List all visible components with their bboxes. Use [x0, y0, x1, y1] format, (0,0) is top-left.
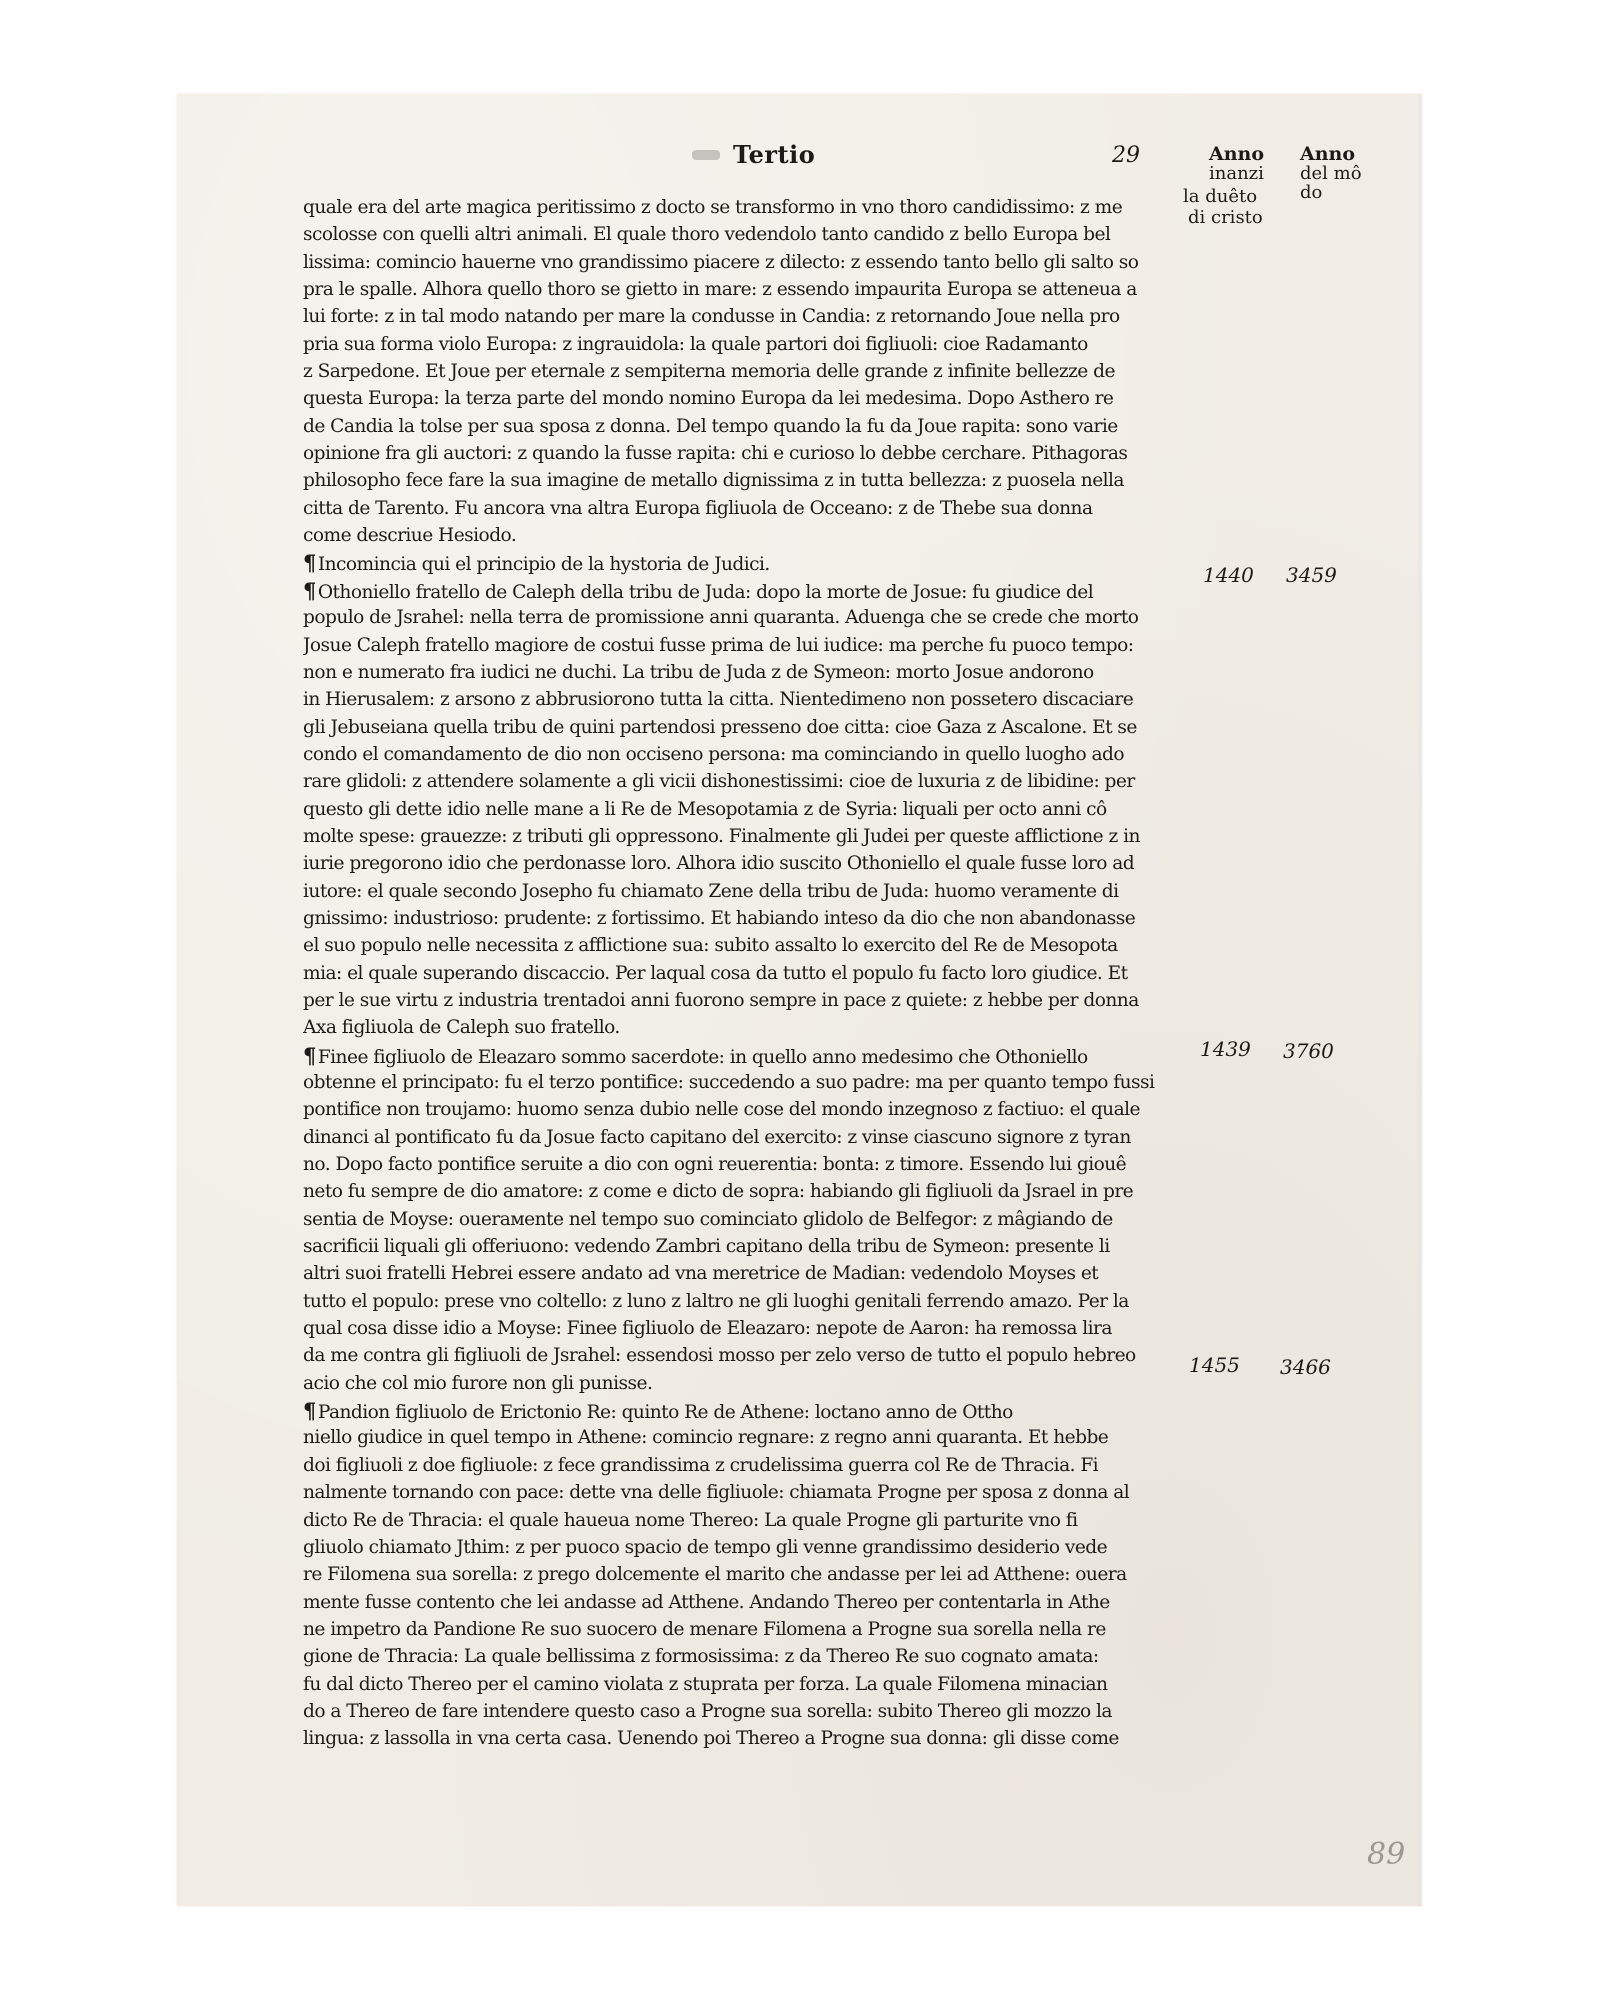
text-line: [303, 686, 1183, 713]
text-line-content: questo gli dette idio nelle mane a li Re de Mesopotamia z de Syria: liquali per octo anni cô: [303, 798, 1107, 820]
text-line-content: fu dal dicto Thereo per el camino violata z stuprata per forza. La quale Filomena minacian: [303, 1673, 1108, 1695]
text-line: [303, 303, 1183, 330]
text-line: [303, 1452, 1183, 1479]
text-line-content: doi figliuoli z doe figliuole: z fece grandissima z crudelissima guerra col Re de Thracia. Fi: [303, 1454, 1099, 1476]
ink-smudge: [692, 150, 720, 160]
text-line-content: opinione fra gli auctori: z quando la fusse rapita: chi e curioso lo debbe cerchare. Pithagoras: [303, 443, 1128, 465]
text-line-content: questa Europa: la terza parte del mondo nomino Europa da lei medesima. Dopo Asthero re: [303, 388, 1114, 410]
year-anno-mondo: 3760: [1283, 1039, 1334, 1063]
column-heading-line: del mô: [1300, 163, 1362, 184]
pilcrow-icon: ¶: [303, 550, 316, 576]
text-line-content: mia: el quale superando discaccio. Per laqual cosa da tutto el populo fu facto loro giudice. Et: [303, 962, 1128, 984]
text-line: [303, 1507, 1183, 1534]
text-line: [303, 659, 1183, 686]
text-line-content: Josue Caleph fratello magiore de costui fusse prima de lui iudice: ma perche fu puoco tempo:: [303, 634, 1134, 656]
text-line: [303, 221, 1183, 248]
text-line: [303, 1042, 1183, 1069]
column-heading-line: di cristo: [1188, 207, 1263, 228]
text-line-content: gnissimo: industrioso: prudente: z fortissimo. Et habiando inteso da dio che non abandonasse: [303, 907, 1136, 929]
year-anno-inanzi: 1440: [1203, 563, 1254, 587]
text-line-content: altri suoi fratelli Hebrei essere andato ad vna meretrice de Madian: vedendolo Moyses et: [303, 1263, 1099, 1285]
text-line: [303, 1561, 1183, 1588]
year-anno-inanzi: 1439: [1200, 1037, 1251, 1061]
text-line: [303, 1124, 1183, 1151]
column-heading-line: inanzi: [1209, 163, 1264, 184]
text-line: [303, 987, 1183, 1014]
text-line: [303, 932, 1183, 959]
text-line-content: gliuolo chiamato Jthim: z per puoco spacio de tempo gli venne grandissimo desiderio vede: [303, 1536, 1108, 1558]
text-line: [303, 878, 1183, 905]
text-line-content: rare glidoli: z attendere solamente a gli vicii dishonestissimi: cioe de luxuria z de libidine: per: [303, 771, 1135, 793]
text-line-content: populo de Jsrahel: nella terra de promissione anni quaranta. Aduenga che se crede che morto: [303, 607, 1139, 629]
text-line-content: lissima: comincio hauerne vno grandissimo piacere z dilecto: z essendo tanto bello gli salto so: [303, 251, 1139, 273]
text-line: [303, 385, 1183, 412]
running-head: Tertio: [733, 140, 816, 169]
text-line-content: iutore: el quale secondo Josepho fu chiamato Zene della tribu de Juda: huomo veramente di: [303, 880, 1119, 902]
text-line-content: Pandion figliuolo de Erictonio Re: quinto Re de Athene: loctano anno de Ottho: [317, 1402, 1013, 1424]
text-line-content: iurie pregorono idio che perdonasse loro. Alhora idio suscito Othoniello el quale fusse loro ad: [303, 853, 1135, 875]
text-line-content: do a Thereo de fare intendere questo caso a Progne sua sorella: subito Thereo gli mozzo la: [303, 1700, 1112, 1722]
text-line-content: niello giudice in quel tempo in Athene: comincio regnare: z regno anni quaranta. Et hebbe: [303, 1427, 1109, 1449]
text-line-content: lingua: z lassolla in vna certa casa. Uenendo poi Thereo a Progne sua donna: gli disse come: [303, 1728, 1119, 1750]
text-line: [303, 577, 1183, 604]
text-line-content: acio che col mio furore non gli punisse.: [303, 1372, 653, 1394]
text-line: [303, 1096, 1183, 1123]
text-line-content: re Filomena sua sorella: z prego dolcemente el marito che andasse per lei ad Atthene: ouera: [303, 1564, 1127, 1586]
text-line: [303, 495, 1183, 522]
text-line-content: in Hierusalem: z arsono z abbrusiorono tutta la citta. Nientedimeno non possetero discaciare: [303, 689, 1134, 711]
text-line-content: neto fu sempre de dio amatore: z come e dicto de sopra: habiando gli figliuoli da Jsrael in pre: [303, 1181, 1134, 1203]
text-line: [303, 440, 1183, 467]
text-line-content: dicto Re de Thracia: el quale haueua nome Thereo: La quale Progne gli parturite vno fi: [303, 1509, 1078, 1531]
text-line: [303, 1479, 1183, 1506]
text-line-content: Othoniello fratello de Caleph della tribu de Juda: dopo la morte de Josue: fu giudice del: [317, 581, 1094, 603]
text-line-content: molte spese: grauezze: z tributi gli oppressono. Finalmente gli Judei per queste afflictione z in: [303, 825, 1140, 847]
text-line-content: da me contra gli figliuoli de Jsrahel: essendosi mosso per zelo verso de tutto el populo hebreo: [303, 1345, 1136, 1367]
text-line: [303, 1260, 1183, 1287]
text-line-content: tutto el populo: prese vno coltello: z luno z laltro ne gli luoghi genitali ferrendo amazo. Per la: [303, 1290, 1129, 1312]
text-line-content: pria sua forma violo Europa: z ingrauidola: la quale partori doi figliuoli: cioe Radamanto: [303, 333, 1088, 355]
text-line-content: sacrificii liquali gli offeriuono: vedendo Zambri capitano della tribu de Symeon: presente li: [303, 1236, 1110, 1258]
text-line: [303, 276, 1183, 303]
text-line: [303, 1370, 1183, 1397]
column-heading-line: Anno: [1209, 143, 1265, 165]
text-line-content: citta de Tarento. Fu ancora vna altra Europa figliuola de Occeano: z de Thebe sua donna: [303, 497, 1093, 519]
text-line-content: nalmente tornando con pace: dette vna delle figliuole: chiamata Progne per sposa z donna al: [303, 1482, 1130, 1504]
text-line-content: Incomincia qui el principio de la hystoria de Judici.: [317, 554, 770, 576]
text-line: [303, 467, 1183, 494]
text-line-content: Finee figliuolo de Eleazaro sommo sacerdote: in quello anno medesimo che Othoniello: [317, 1046, 1088, 1068]
text-line-content: dinanci al pontificato fu da Josue facto capitano del exercito: z vinse ciascuno signore z tyran: [303, 1126, 1131, 1148]
text-line: [303, 1725, 1183, 1752]
text-line: [303, 1178, 1183, 1205]
text-line: [303, 1397, 1183, 1424]
text-line: [303, 1616, 1183, 1643]
text-line: [303, 741, 1183, 768]
text-line: [303, 1534, 1183, 1561]
text-line-content: gione de Thracia: La quale bellissima z formosissima: z da Thereo Re suo cognato amata:: [303, 1646, 1099, 1668]
text-line: [303, 1151, 1183, 1178]
text-line-content: qual cosa disse idio a Moyse: Finee figliuolo de Eleazaro: nepote de Aaron: ha remossa lira: [303, 1318, 1112, 1340]
text-line-content: Axa figliuola de Caleph suo fratello.: [303, 1017, 620, 1039]
text-line-content: lui forte: z in tal modo natando per mare la condusse in Candia: z retornando Joue nella pro: [303, 306, 1120, 328]
text-line: [303, 1069, 1183, 1096]
text-line: [303, 850, 1183, 877]
text-line-content: philosopho fece fare la sua imagine de metallo dignissima z in tutta bellezza: z puosela nella: [303, 470, 1124, 492]
text-line-content: pra le spalle. Alhora quello thoro se gietto in mare: z essendo impaurita Europa se atteneua a: [303, 279, 1137, 301]
text-line: [303, 796, 1183, 823]
text-line: [303, 1342, 1183, 1369]
text-line: [303, 1233, 1183, 1260]
text-line: [303, 960, 1183, 987]
text-line: [303, 194, 1183, 221]
text-line: [303, 413, 1183, 440]
text-line: [303, 358, 1183, 385]
text-line-content: gli Jebuseiana quella tribu de quini partendosi presseno doe citta: cioe Gaza z Ascalone. Et se: [303, 716, 1137, 738]
text-block: [303, 194, 1183, 1753]
text-line: [303, 768, 1183, 795]
text-line-content: de Candia la tolse per sua sposa z donna. Del tempo quando la fu da Joue rapita: sono varie: [303, 415, 1118, 437]
text-line: [303, 1315, 1183, 1342]
text-line-content: per le sue virtu z industria trentadoi anni fuorono sempre in pace z quiete: z hebbe per donna: [303, 989, 1139, 1011]
text-line-content: condo el comandamento de dio non occiseno persona: ma cominciando in quello luogho ado: [303, 743, 1125, 765]
pencil-folio-note: 89: [1367, 1837, 1406, 1872]
text-line: [303, 1424, 1183, 1451]
text-line: [303, 714, 1183, 741]
column-heading-line: la duêto: [1183, 186, 1258, 207]
text-line-content: scolosse con quelli altri animali. El quale thoro vedendolo tanto candido z bello Europa bel: [303, 224, 1111, 246]
text-line: [303, 331, 1183, 358]
text-line: [303, 249, 1183, 276]
column-heading-line: Anno: [1300, 143, 1356, 165]
year-anno-mondo: 3459: [1286, 563, 1337, 587]
text-line-content: el suo populo nelle necessita z afflictione sua: subito assalto lo exercito del Re de Mesopota: [303, 935, 1118, 957]
text-line: [303, 1014, 1183, 1041]
text-line: [303, 1643, 1183, 1670]
pilcrow-icon: ¶: [303, 1398, 316, 1424]
text-line: [303, 549, 1183, 576]
text-line: [303, 604, 1183, 631]
text-line-content: non e numerato fra iudici ne duchi. La tribu de Juda z de Symeon: morto Josue andorono: [303, 661, 1094, 683]
text-line-content: no. Dopo facto pontifice seruite a dio con ogni reuerentia: bonta: z timore. Essendo lui giouê: [303, 1154, 1127, 1176]
year-anno-mondo: 3466: [1280, 1355, 1331, 1379]
text-line: [303, 1288, 1183, 1315]
pilcrow-icon: ¶: [303, 1042, 316, 1068]
text-line-content: sentia de Moyse: ouerамente nel tempo suo cominciato glidolo de Belfegor: z mâgiando de: [303, 1208, 1113, 1230]
text-line-content: come descriue Hesiodo.: [303, 525, 517, 547]
folio-number: 29: [1112, 143, 1140, 168]
column-heading-anno-mondo: [1300, 145, 1362, 202]
text-line: [303, 823, 1183, 850]
text-line-content: z Sarpedone. Et Joue per eternale z sempiterna memoria delle grande z infinite bellezze de: [303, 361, 1115, 383]
text-line-content: obtenne el principato: fu el terzo pontifice: succedendo a suo padre: ma per quanto tempo fussi: [303, 1072, 1155, 1093]
text-line: [303, 905, 1183, 932]
text-line-content: ne impetro da Pandione Re suo suocero de menare Filomena a Progne sua sorella nella re: [303, 1618, 1106, 1640]
column-heading-line: do: [1300, 182, 1323, 203]
text-line: [303, 1698, 1183, 1725]
text-line: [303, 632, 1183, 659]
text-line: [303, 1206, 1183, 1233]
text-line: [303, 1671, 1183, 1698]
text-line-content: pontifice non troujamo: huomo senza dubio nelle cose del mondo inzegnoso z factiuo: el quale: [303, 1099, 1140, 1121]
column-heading-anno-inanzi: [1183, 143, 1265, 228]
text-line: [303, 1589, 1183, 1616]
year-anno-inanzi: 1455: [1189, 1353, 1240, 1377]
text-line-content: quale era del arte magica peritissimo z docto se transformo in vno thoro candidissimo: z me: [303, 197, 1123, 218]
text-line: [303, 522, 1183, 549]
text-line-content: mente fusse contento che lei andasse ad Atthene. Andando Thereo per contentarla in Athe: [303, 1591, 1110, 1613]
pilcrow-icon: ¶: [303, 577, 316, 603]
